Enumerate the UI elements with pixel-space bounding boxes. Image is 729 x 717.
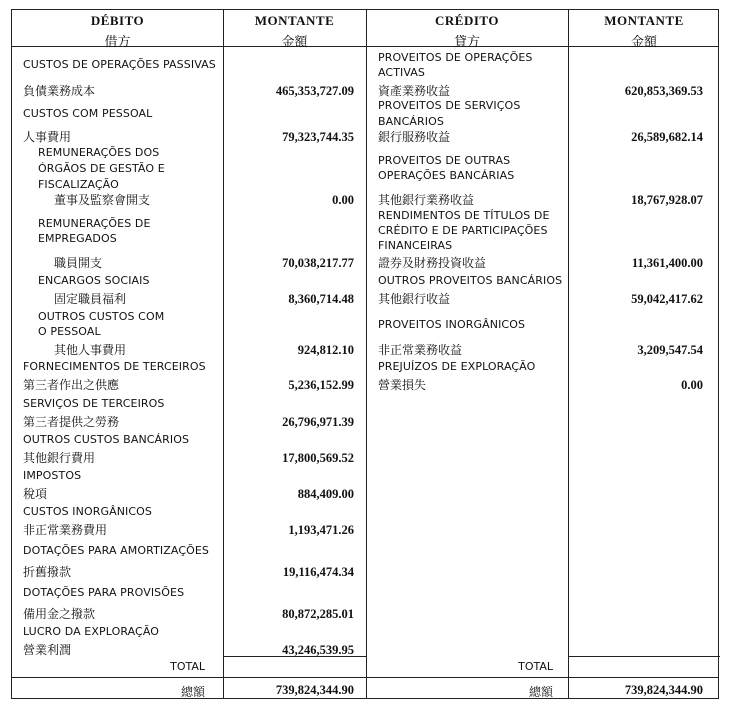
label-lucro-zh: 營業利潤 [23, 643, 72, 657]
amount-proveitos-inorganicos: 3,209,547.54 [637, 343, 703, 357]
label-fornecimentos-zh: 第三者作出之供應 [23, 378, 120, 392]
debit-total-label: TOTAL [170, 660, 205, 673]
total-row-divider [12, 677, 718, 678]
label-lucro: LUCRO DA EXPLORAÇÃO [23, 625, 160, 638]
credit-header-zh: 貸方 [453, 34, 480, 49]
credit-header-pt: CRÉDITO [435, 13, 499, 28]
amount-rendimentos: 11,361,400.00 [631, 256, 703, 270]
label-servicos-zh: 第三者提供之勞務 [23, 415, 120, 429]
amount-proveitos-outras: 18,767,928.07 [631, 193, 703, 207]
label-rendimentos-3: FINANCEIRAS [378, 239, 453, 252]
label-outros-proveitos-zh: 其他銀行收益 [378, 292, 451, 306]
label-outros-custos-bancarios-zh: 其他銀行費用 [23, 451, 96, 465]
label-custos-inorganicos: CUSTOS INORGÂNICOS [23, 505, 152, 518]
label-proveitos-servicos-2: BANCÁRIOS [378, 115, 444, 128]
label-rem-orgaos-zh: 董事及監察會開支 [54, 193, 151, 207]
label-rendimentos-1: RENDIMENTOS DE TÍTULOS DE [378, 209, 550, 222]
amount-outros-custos-pessoal: 924,812.10 [297, 343, 354, 357]
amount-fornecimentos: 5,236,152.99 [288, 378, 354, 392]
debit-total-label-zh: 總額 [180, 685, 205, 699]
label-rem-empregados-2: EMPREGADOS [38, 232, 117, 245]
amount-custos-pessoal: 79,323,744.35 [282, 130, 354, 144]
debit-header-zh: 借方 [104, 34, 131, 49]
label-rem-orgaos-3: FISCALIZAÇÃO [38, 178, 119, 191]
label-rendimentos-zh: 證券及財務投資收益 [378, 256, 487, 270]
amount-proveitos-servicos: 26,589,682.14 [631, 130, 703, 144]
debit-amount-header [223, 13, 366, 50]
amount-encargos-sociais: 8,360,714.48 [288, 292, 354, 306]
label-encargos-sociais: ENCARGOS SOCIAIS [38, 274, 150, 287]
debit-header-pt: DÉBITO [90, 13, 145, 28]
column-divider [366, 10, 367, 698]
label-prejuizos-zh: 營業損失 [378, 378, 427, 392]
label-outros-custos-bancarios: OUTROS CUSTOS BANCÁRIOS [23, 433, 190, 446]
amount-amortizacoes: 19,116,474.34 [282, 565, 354, 579]
label-servicos: SERVIÇOS DE TERCEIROS [23, 397, 165, 410]
label-outros-custos-pessoal-2: O PESSOAL [38, 325, 101, 338]
label-rendimentos-2: CRÉDITO E DE PARTICIPAÇÕES [378, 224, 548, 237]
amount-outros-custos-bancarios: 17,800,569.52 [282, 451, 354, 465]
label-provisoes: DOTAÇÕES PARA PROVISÕES [23, 586, 185, 599]
amount-prejuizos: 0.00 [681, 378, 703, 392]
credit-amount-header-zh: 金額 [630, 34, 657, 49]
debit-header [12, 13, 223, 50]
amount-custos-op-passivas: 465,353,727.09 [275, 84, 354, 98]
label-proveitos-servicos-zh: 銀行服務收益 [378, 130, 451, 144]
label-proveitos-outras-1: PROVEITOS DE OUTRAS [378, 154, 511, 167]
label-custos-inorganicos-zh: 非正常業務費用 [23, 523, 108, 537]
label-proveitos-inorganicos: PROVEITOS INORGÂNICOS [378, 318, 526, 331]
label-rem-empregados-1: REMUNERAÇÕES DE [38, 217, 151, 230]
label-outros-proveitos: OUTROS PROVEITOS BANCÁRIOS [378, 274, 563, 287]
amount-outros-proveitos: 59,042,417.62 [631, 292, 703, 306]
amount-custos-inorganicos: 1,193,471.26 [288, 523, 354, 537]
label-proveitos-op-activas-1: PROVEITOS DE OPERAÇÕES [378, 51, 533, 64]
total-divider [568, 656, 720, 657]
label-fornecimentos: FORNECIMENTOS DE TERCEIROS [23, 360, 206, 373]
amount-proveitos-op-activas: 620,853,369.53 [624, 84, 703, 98]
column-divider [568, 10, 569, 698]
credit-total-amount: 739,824,344.90 [624, 683, 703, 697]
debit-amount-header-zh: 金額 [281, 34, 308, 49]
label-custos-pessoal: CUSTOS COM PESSOAL [23, 107, 153, 120]
label-amortizacoes: DOTAÇÕES PARA AMORTIZAÇÕES [23, 544, 209, 557]
credit-amount-header [568, 13, 720, 50]
label-rem-empregados-zh: 職員開支 [54, 256, 103, 270]
label-outros-custos-pessoal-zh: 其他人事費用 [54, 343, 127, 357]
label-custos-pessoal-zh: 人事費用 [23, 130, 72, 144]
credit-header [366, 13, 568, 50]
amount-provisoes: 80,872,285.01 [282, 607, 354, 621]
amount-rem-orgaos: 0.00 [332, 193, 354, 207]
label-prejuizos: PREJUÍZOS DE EXPLORAÇÃO [378, 360, 536, 373]
label-proveitos-outras-zh: 其他銀行業務收益 [378, 193, 475, 207]
label-proveitos-op-activas-2: ACTIVAS [378, 66, 426, 79]
amount-lucro: 43,246,539.95 [282, 643, 354, 657]
label-outros-custos-pessoal-1: OUTROS CUSTOS COM [38, 310, 165, 323]
label-encargos-sociais-zh: 固定職員福利 [54, 292, 127, 306]
label-rem-orgaos-2: ÓRGÃOS DE GESTÃO E [38, 162, 165, 175]
label-provisoes-zh: 備用金之撥款 [23, 607, 96, 621]
credit-amount-header-pt: MONTANTE [604, 13, 684, 28]
label-proveitos-op-activas-zh: 資產業務收益 [378, 84, 451, 98]
amount-rem-empregados: 70,038,217.77 [282, 256, 354, 270]
amount-impostos: 884,409.00 [297, 487, 354, 501]
label-custos-op-passivas: CUSTOS DE OPERAÇÕES PASSIVAS [23, 58, 216, 71]
label-amortizacoes-zh: 折舊撥款 [23, 565, 72, 579]
label-impostos: IMPOSTOS [23, 469, 82, 482]
credit-total-label-zh: 總額 [528, 685, 553, 699]
label-custos-op-passivas-zh: 負債業務成本 [23, 84, 96, 98]
label-proveitos-inorganicos-zh: 非正常業務收益 [378, 343, 463, 357]
label-rem-orgaos-1: REMUNERAÇÕES DOS [38, 146, 160, 159]
debit-total-amount: 739,824,344.90 [275, 683, 354, 697]
label-impostos-zh: 稅項 [23, 487, 48, 501]
amount-servicos: 26,796,971.39 [282, 415, 354, 429]
credit-total-label: TOTAL [518, 660, 553, 673]
debit-amount-header-pt: MONTANTE [254, 13, 335, 28]
label-proveitos-servicos-1: PROVEITOS DE SERVIÇOS [378, 99, 521, 112]
label-proveitos-outras-2: OPERAÇÕES BANCÁRIAS [378, 169, 515, 182]
